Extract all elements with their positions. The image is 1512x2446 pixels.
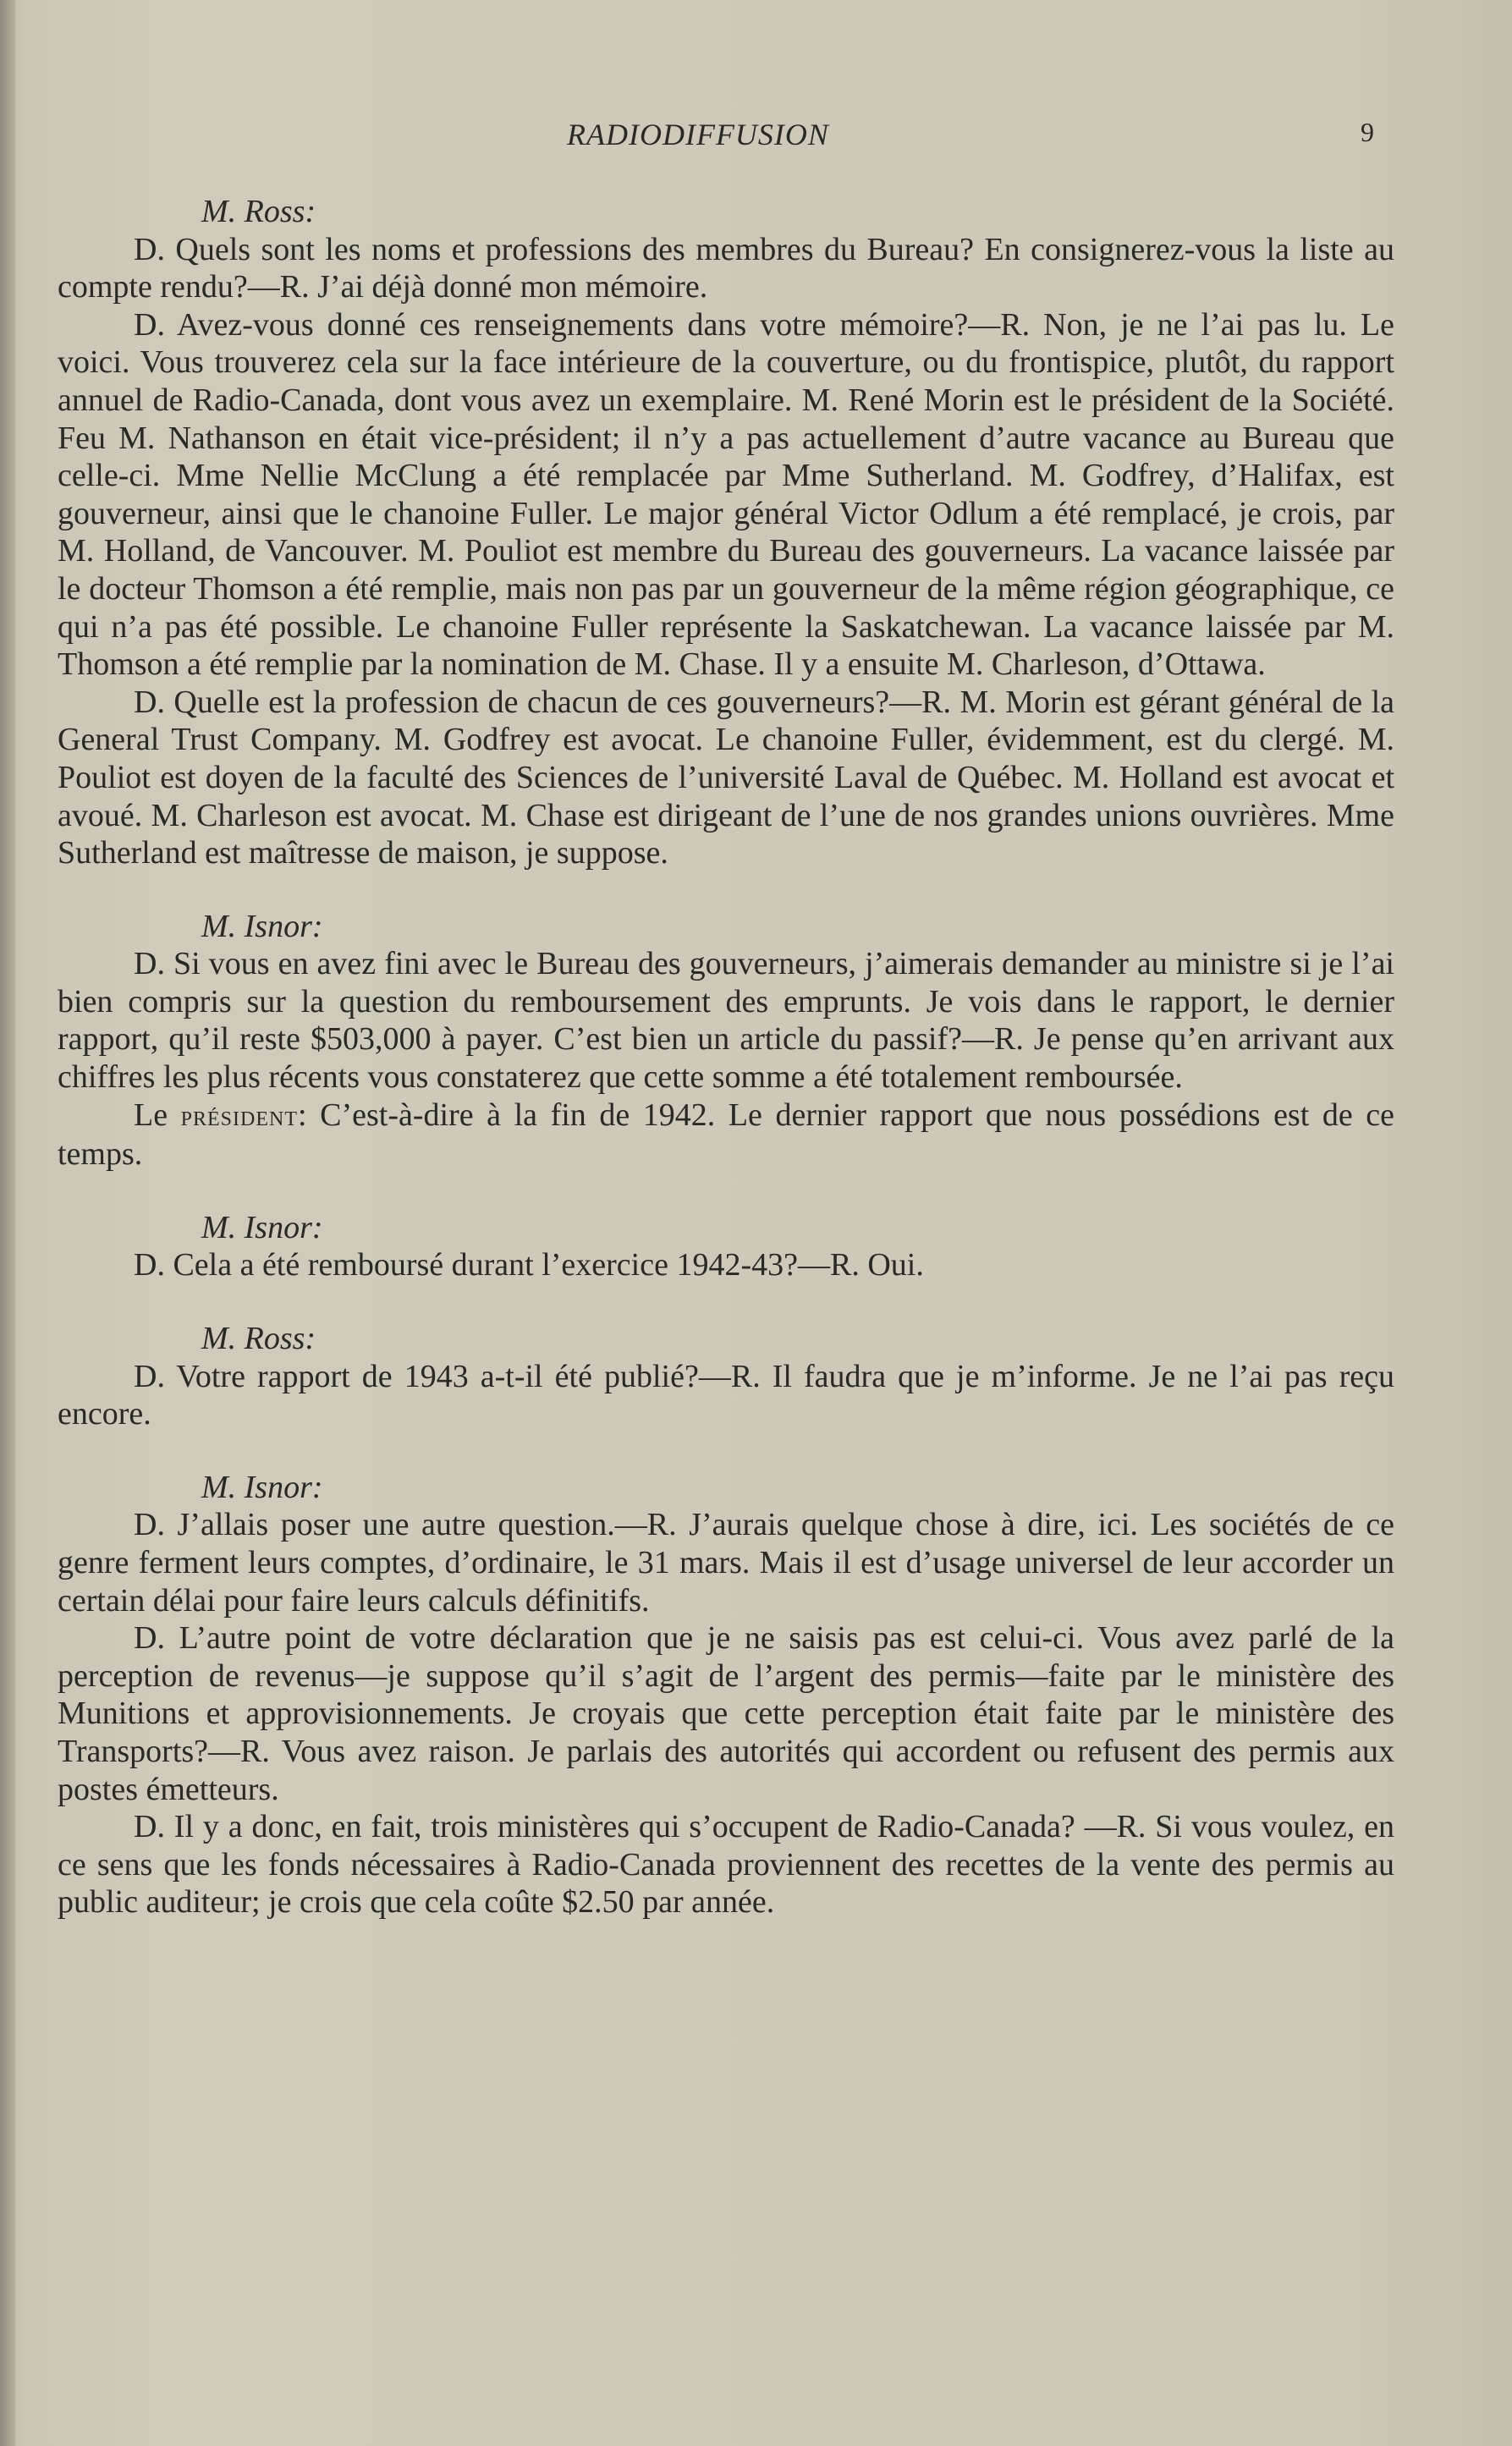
president-role: président — [180, 1100, 298, 1132]
page-number: 9 — [1361, 117, 1374, 147]
question-answer-paragraph: D. Il y a donc, en fait, trois ministères qui s’occupent de Radio-Canada? —R. Si vous voulez, en ce sens que les fonds nécessaires à Radio-Canada proviennent des recettes de la vente des permis au public auditeur; je crois que cela coûte $2.50 par année. — [58, 1809, 1394, 1921]
question-answer-paragraph: D. L’autre point de votre déclaration que je ne saisis pas est celui-ci. Vous avez parlé de la perception de revenus—je suppose qu’il s’agit de l’argent des permis—faite par le ministère des Munitions et approvisionnements. Je croyais que cette perception était faite par le ministère des Transports?—R. Vous avez raison. Je parlais des autorités qui accordent ou refusent des permis aux postes émetteurs. — [58, 1620, 1394, 1807]
question-answer-paragraph: D. J’allais poser une autre question.—R. J’aurais quelque chose à dire, ici. Les sociétés de ce genre ferment leurs comptes, d’ordinaire, le 31 mars. Mais il est d’usage universel de leur accorder un certain délai pour faire leurs calculs définitifs. — [58, 1507, 1394, 1619]
transcript-body — [58, 193, 1394, 1921]
president-paragraph — [58, 1097, 1394, 1174]
speaker-label: M. Ross: — [201, 1321, 316, 1357]
question-answer-paragraph: D. Votre rapport de 1943 a-t-il été publié?—R. Il faudra que je m’informe. Je ne l’ai pas reçu encore. — [58, 1358, 1394, 1432]
question-answer-paragraph: D. Avez-vous donné ces renseignements dans votre mémoire?—R. Non, je ne l’ai pas lu. Le voici. Vous trouverez cela sur la face intérieure de la couverture, ou du frontispice, plutôt, du rapport annuel de Radio-Canada, dont vous avez un exemplaire. M. René Morin est le président de la Société. Feu M. Nathanson en était vice-président; il n’y a pas actuellement d’autre vacance au Bureau que celle-ci. Mme Nellie McClung a été remplacée par Mme Sutherland. M. Godfrey, d’Halifax, est gouverneur, ainsi que le chanoine Fuller. Le major général Victor Odlum a été remplacé, je crois, par M. Holland, de Vancouver. M. Pouliot est membre du Bureau des gouverneurs. La vacance laissée par le docteur Thomson a été remplie, mais non pas par un gouverneur de la même région géographique, ce qui n’a pas été possible. Le chanoine Fuller représente la Saskatchewan. La vacance laissée par M. Thomson a été remplie par la nomination de M. Chase. Il y a ensuite M. Charleson, d’Ottawa. — [58, 306, 1394, 683]
page-binding-edge — [0, 0, 15, 2446]
question-answer-paragraph: D. Quelle est la profession de chacun de ces gouverneurs?—R. M. Morin est gérant général de la General Trust Company. M. Godfrey est avocat. Le chanoine Fuller, évidemment, est du clergé. M. Pouliot est doyen de la faculté des Sciences de l’université Laval de Québec. M. Holland est avocat et avoué. M. Charleson est avocat. M. Chase est dirigeant de l’une de nos grandes unions ouvrières. Mme Sutherland est maîtresse de maison, je suppose. — [58, 684, 1394, 871]
question-answer-paragraph: D. Quels sont les noms et professions des membres du Bureau? En consignerez-vous la liste au compte rendu?—R. J’ai déjà donné mon mémoire. — [58, 231, 1394, 305]
running-title: RADIODIFFUSION — [567, 118, 829, 151]
question-answer-paragraph: D. Si vous en avez fini avec le Bureau des gouverneurs, j’aimerais demander au ministre si je l’ai bien compris sur la question du remboursement des emprunts. Je vois dans le rapport, le dernier rapport, qu’il reste $503,000 à payer. C’est bien un article du passif?—R. Je pense qu’en arrivant aux chiffres les plus récents vous constaterez que cette somme a été totalement remboursée. — [58, 946, 1394, 1096]
running-header — [0, 117, 1512, 159]
question-answer-paragraph: D. Cela a été remboursé durant l’exercice 1942-43?—R. Oui. — [134, 1247, 924, 1283]
speaker-label: M. Isnor: — [201, 1209, 323, 1245]
president-text: : C’est-à-dire à la fin de 1942. Le dernier rapport que nous possédions est de ce temps. — [58, 1097, 1395, 1173]
president-prefix: Le — [134, 1097, 168, 1133]
speaker-label: M. Ross: — [201, 194, 316, 229]
speaker-label: M. Isnor: — [201, 1469, 323, 1505]
speaker-label: M. Isnor: — [201, 908, 323, 944]
